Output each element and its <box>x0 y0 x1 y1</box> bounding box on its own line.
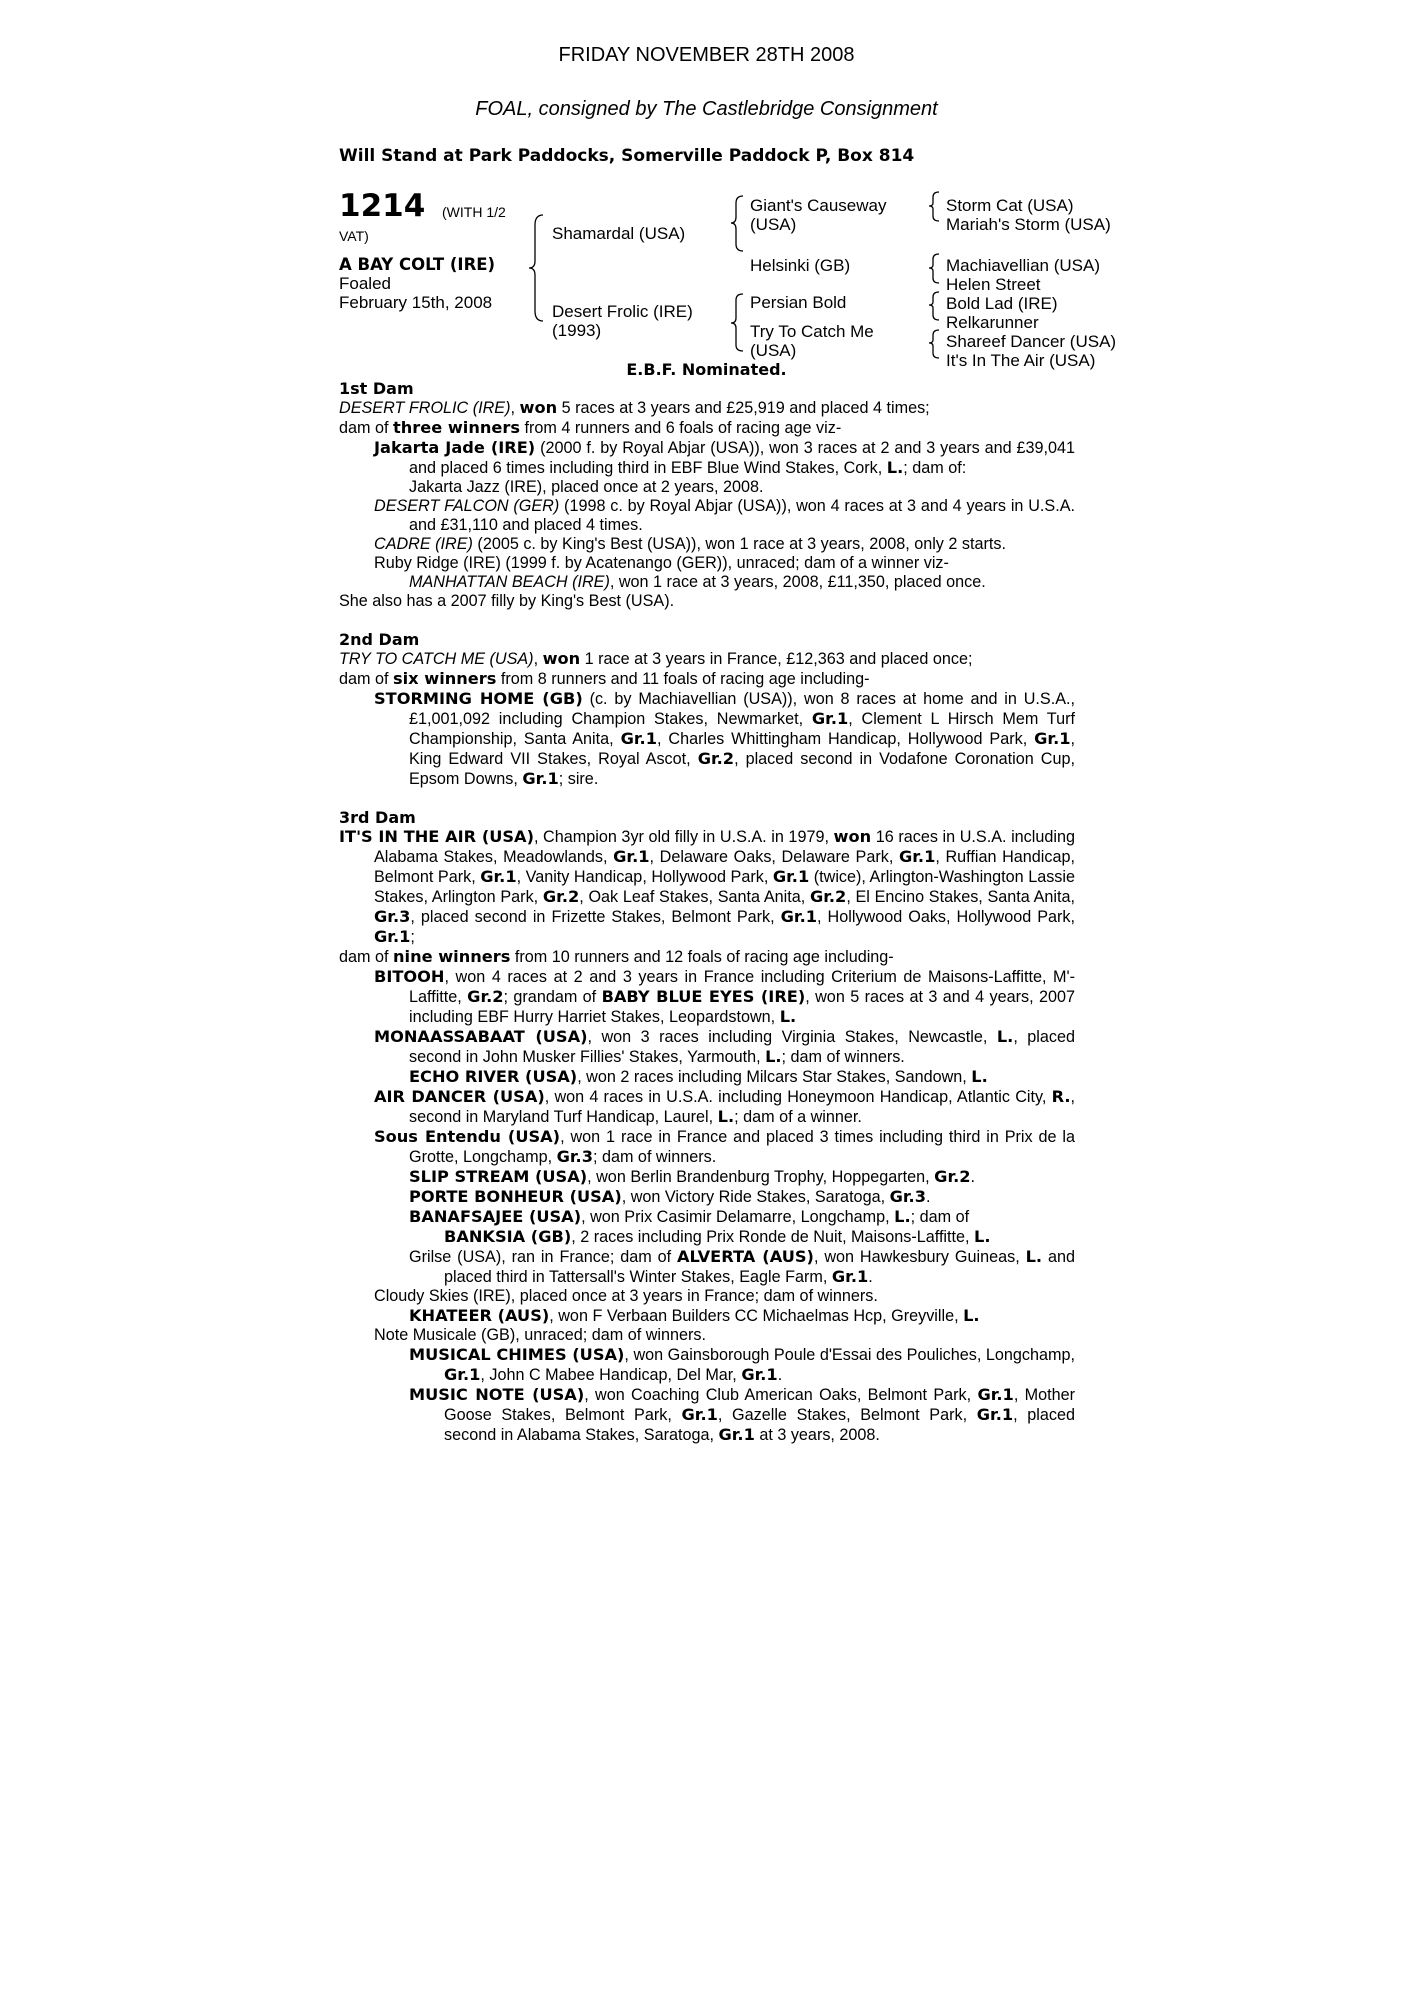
pedigree-g8: It's In The Air (USA) <box>946 351 1096 370</box>
brace-sire-dam <box>529 215 543 321</box>
consignment-line: FOAL, consigned by The Castlebridge Consignment <box>475 98 938 120</box>
produce-echo-river: ECHO RIVER (USA), won 2 races including Milcars Star Stakes, Sandown, L. <box>409 1067 988 1086</box>
pedigree-sire-sire-country: (USA) <box>750 215 797 234</box>
produce-porte-bonheur: PORTE BONHEUR (USA), won Victory Ride Stakes, Saratoga, Gr.3. <box>409 1187 931 1206</box>
produce-air-dancer: AIR DANCER (USA), won 4 races in U.S.A. including Honeymoon Handicap, Atlantic City, R., second in Maryland Turf Handicap, Laurel, L.; dam of a winner. <box>374 1087 1075 1126</box>
produce-monaassabaat: MONAASSABAAT (USA), won 3 races including Virginia Stakes, Newcastle, L., placed second in John Musker Fillies' Stakes, Yarmouth, L.; dam of winners. <box>374 1027 1076 1066</box>
pedigree-braces <box>0 0 1413 360</box>
first-dam-produce: dam of three winners from 4 runners and 6 foals of racing age viz- <box>339 418 842 437</box>
brace-g78 <box>929 330 939 358</box>
produce-jakarta-jade: Jakarta Jade (IRE) (2000 f. by Royal Abjar (USA)), won 3 races at 2 and 3 years and £39,041 and placed 6 times including third in EBF Blue Wind Stakes, Cork, L.; dam of: <box>374 438 1075 477</box>
brace-g34 <box>929 254 939 283</box>
pedigree-dam-year: (1993) <box>552 321 602 340</box>
pedigree-g3: Machiavellian (USA) <box>946 256 1100 275</box>
produce-khateer: KHATEER (AUS), won F Verbaan Builders CC Michaelmas Hcp, Greyville, L. <box>409 1306 980 1325</box>
second-dam-heading: 2nd Dam <box>339 630 420 649</box>
pedigree-gen3b <box>946 256 1100 294</box>
third-dam-summary: IT'S IN THE AIR (USA), Champion 3yr old filly in U.S.A. in 1979, won 16 races in U.S.A. including Alabama Stakes, Meadowlands, Gr.1, Delaware Oaks, Delaware Park, Gr.1, Ruffian Handicap, Belmont Park, Gr.1, Vanity Handicap, Hollywood Park, Gr.1 (twice), Arlington-Washington Lassie Stakes, Arlington Park, Gr.2, Oak Leaf Stakes, Santa Anita, Gr.2, El Encino Stakes, Santa Anita, Gr.3, placed second in Frizette Stakes, Belmont Park, Gr.1, Hollywood Oaks, Hollywood Park, Gr.1; <box>339 827 1076 946</box>
lot-number: 1214 <box>339 188 426 224</box>
pedigree-dam <box>552 302 693 340</box>
pedigree-dam-dam-country: (USA) <box>750 341 797 360</box>
produce-2007-filly: She also has a 2007 filly by King's Best (USA). <box>339 592 675 610</box>
produce-musical-chimes: MUSICAL CHIMES (USA), won Gainsborough Poule d'Essai des Pouliches, Longchamp, Gr.1, John C Mabee Handicap, Del Mar, Gr.1. <box>409 1345 1075 1384</box>
brace-sire <box>731 196 743 251</box>
third-dam-produce: dam of nine winners from 10 runners and 12 foals of racing age including- <box>339 947 894 966</box>
stand-location: Will Stand at Park Paddocks, Somerville Paddock P, Box 814 <box>339 146 915 166</box>
pedigree-g4: Helen Street <box>946 275 1041 294</box>
pedigree-dam-name: Desert Frolic (IRE) <box>552 302 693 321</box>
pedigree-sire-sire <box>750 196 886 234</box>
second-dam-summary: TRY TO CATCH ME (USA), won 1 race at 3 years in France, £12,363 and placed once; <box>339 649 973 668</box>
produce-slip-stream: SLIP STREAM (USA), won Berlin Brandenburg Trophy, Hoppegarten, Gr.2. <box>409 1167 976 1186</box>
pedigree-gen3c <box>946 294 1058 332</box>
ebf-nominated: E.B.F. Nominated. <box>626 360 787 379</box>
brace-g12 <box>929 192 939 221</box>
foaled-date: February 15th, 2008 <box>339 293 493 312</box>
produce-manhattan-beach: MANHATTAN BEACH (IRE), won 1 race at 3 years, 2008, £11,350, placed once. <box>409 573 986 591</box>
pedigree-sire-dam: Helsinki (GB) <box>750 256 851 275</box>
pedigree-g5: Bold Lad (IRE) <box>946 294 1058 313</box>
produce-record <box>339 379 1075 1445</box>
produce-cloudy-skies: Cloudy Skies (IRE), placed once at 3 years in France; dam of winners. <box>374 1287 878 1305</box>
produce-note-musicale: Note Musicale (GB), unraced; dam of winners. <box>374 1326 706 1344</box>
pedigree-sire: Shamardal (USA) <box>552 224 686 243</box>
foaled-label: Foaled <box>339 274 391 293</box>
produce-banafsajee: BANAFSAJEE (USA), won Prix Casimir Delamarre, Longchamp, L.; dam of <box>409 1207 970 1226</box>
pedigree-dam-dam-name: Try To Catch Me <box>750 322 874 341</box>
sale-date: FRIDAY NOVEMBER 28TH 2008 <box>558 44 855 66</box>
pedigree-g7: Shareef Dancer (USA) <box>946 332 1117 351</box>
pedigree-g1: Storm Cat (USA) <box>946 196 1074 215</box>
produce-bitooh: BITOOH, won 4 races at 2 and 3 years in France including Criterium de Maisons-Laffitte, M'-Laffitte, Gr.2; grandam of BABY BLUE EYES (IRE), won 5 races at 3 and 4 years, 2007 including EBF Hurry Harriet Stakes, Leopardstown, L. <box>374 967 1075 1026</box>
pedigree-gen3 <box>946 196 1111 234</box>
produce-sous-entendu: Sous Entendu (USA), won 1 race in France and placed 3 times including third in Prix de la Grotte, Longchamp, Gr.3; dam of winners. <box>374 1127 1075 1166</box>
second-dam-produce: dam of six winners from 8 runners and 11 foals of racing age including- <box>339 669 870 688</box>
produce-jakarta-jazz: Jakarta Jazz (IRE), placed once at 2 years, 2008. <box>409 478 764 496</box>
produce-banksia: BANKSIA (GB), 2 races including Prix Ronde de Nuit, Maisons-Laffitte, L. <box>444 1227 991 1246</box>
produce-cadre: CADRE (IRE) (2005 c. by King's Best (USA)), won 1 race at 3 years, 2008, only 2 starts. <box>374 535 1006 553</box>
produce-grilse: Grilse (USA), ran in France; dam of ALVERTA (AUS), won Hawkesbury Guineas, L. and placed third in Tattersall's Winter Stakes, Eagle Farm, Gr.1. <box>409 1247 1075 1286</box>
third-dam-heading: 3rd Dam <box>339 808 416 827</box>
vat-note-part2: VAT) <box>339 228 369 244</box>
produce-music-note: MUSIC NOTE (USA), won Coaching Club American Oaks, Belmont Park, Gr.1, Mother Goose Stakes, Belmont Park, Gr.1, Gazelle Stakes, Belmont Park, Gr.1, placed second in Alabama Stakes, Saratoga, Gr.1 at 3 years, 2008. <box>409 1385 1075 1444</box>
pedigree-g2: Mariah's Storm (USA) <box>946 215 1111 234</box>
produce-desert-falcon: DESERT FALCON (GER) (1998 c. by Royal Abjar (USA)), won 4 races at 3 and 4 years in U.S.A. and £31,110 and placed 4 times. <box>374 497 1075 534</box>
first-dam-summary: DESERT FROLIC (IRE), won 5 races at 3 years and £25,919 and placed 4 times; <box>339 398 930 417</box>
brace-g56 <box>929 292 939 320</box>
vat-note-part1: (WITH 1/2 <box>442 204 506 220</box>
pedigree-dam-sire: Persian Bold <box>750 293 847 312</box>
pedigree-sire-sire-name: Giant's Causeway <box>750 196 887 215</box>
horse-description: A BAY COLT (IRE) <box>339 255 496 274</box>
first-dam-heading: 1st Dam <box>339 379 414 398</box>
pedigree-dam-dam <box>750 322 874 360</box>
pedigree-g6: Relkarunner <box>946 313 1039 332</box>
brace-dam <box>731 294 743 351</box>
produce-storming-home: STORMING HOME (GB) (c. by Machiavellian (USA)), won 8 races at home and in U.S.A., £1,001,092 including Champion Stakes, Newmarket, Gr.1, Clement L Hirsch Mem Turf Championship, Santa Anita, Gr.1, Charles Whittingham Handicap, Hollywood Park, Gr.1, King Edward VII Stakes, Royal Ascot, Gr.2, placed second in Vodafone Coronation Cup, Epsom Downs, Gr.1; sire. <box>374 689 1075 788</box>
produce-ruby-ridge: Ruby Ridge (IRE) (1999 f. by Acatenango (GER)), unraced; dam of a winner viz- <box>374 554 949 572</box>
